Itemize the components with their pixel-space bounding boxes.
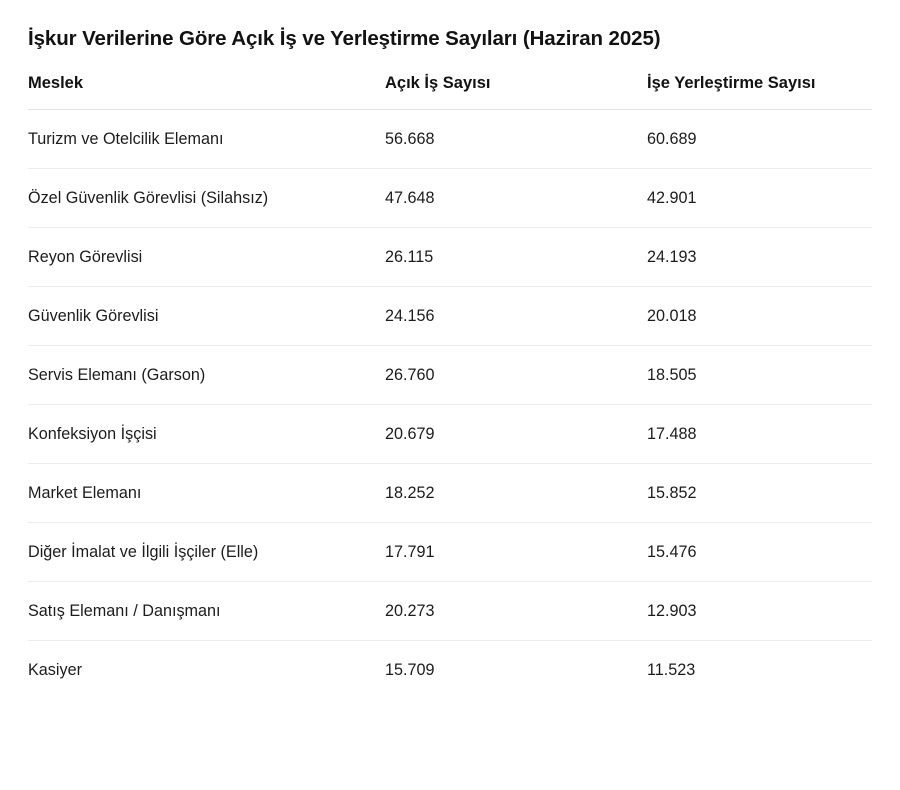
- cell-acik-is: 20.679: [385, 404, 647, 463]
- cell-acik-is: 15.709: [385, 660, 435, 679]
- cell-acik-is: 47.648: [385, 168, 647, 227]
- page-title: İşkur Verilerine Göre Açık İş ve Yerleştirme Sayıları (Haziran 2025): [28, 27, 661, 50]
- cell-acik-is: 26.115: [385, 227, 647, 286]
- table-row: [28, 463, 872, 522]
- table-row: [28, 168, 872, 227]
- table-row: [28, 640, 872, 699]
- cell-yerlestirme: 15.852: [647, 463, 872, 522]
- cell-acik-is: 56.668: [385, 109, 647, 168]
- cell-acik-is: 26.760: [385, 345, 647, 404]
- cell-yerlestirme: 11.523: [647, 660, 696, 679]
- table-row: [28, 581, 872, 640]
- cell-acik-is: 24.156: [385, 286, 647, 345]
- table-row: [28, 345, 872, 404]
- column-header-acik-is-sayisi: Açık İş Sayısı: [385, 74, 647, 110]
- cell-acik-is: 17.791: [385, 522, 647, 581]
- cell-meslek: Turizm ve Otelcilik Elemanı: [28, 109, 385, 168]
- jobs-table: [28, 74, 872, 699]
- table-row: [28, 522, 872, 581]
- cell-meslek: Özel Güvenlik Görevlisi (Silahsız): [28, 168, 385, 227]
- cell-meslek: Kasiyer: [28, 660, 82, 679]
- table-row: [28, 227, 872, 286]
- column-header-ise-yerlestirme-sayisi: İşe Yerleştirme Sayısı: [647, 74, 872, 110]
- table-header: [28, 74, 872, 110]
- table-row: [28, 109, 872, 168]
- cell-acik-is: 20.273: [385, 581, 647, 640]
- cell-yerlestirme: 18.505: [647, 345, 872, 404]
- cell-meslek: Servis Elemanı (Garson): [28, 345, 385, 404]
- cell-acik-is: 18.252: [385, 463, 647, 522]
- table-row: [28, 404, 872, 463]
- cell-yerlestirme: 60.689: [647, 109, 872, 168]
- cell-yerlestirme: 17.488: [647, 404, 872, 463]
- table-row: [28, 286, 872, 345]
- cell-yerlestirme: 12.903: [647, 581, 872, 640]
- cell-yerlestirme: 15.476: [647, 522, 872, 581]
- table-body: [28, 109, 872, 699]
- table-header-row: [28, 74, 872, 110]
- cell-meslek: Satış Elemanı / Danışmanı: [28, 581, 385, 640]
- column-header-meslek: Meslek: [28, 74, 385, 110]
- cell-meslek: Diğer İmalat ve İlgili İşçiler (Elle): [28, 522, 385, 581]
- cell-yerlestirme: 42.901: [647, 168, 872, 227]
- cell-meslek: Market Elemanı: [28, 463, 385, 522]
- cell-meslek: Reyon Görevlisi: [28, 227, 385, 286]
- cell-yerlestirme: 20.018: [647, 286, 872, 345]
- cell-yerlestirme: 24.193: [647, 227, 872, 286]
- cell-meslek: Güvenlik Görevlisi: [28, 286, 385, 345]
- cell-meslek: Konfeksiyon İşçisi: [28, 404, 385, 463]
